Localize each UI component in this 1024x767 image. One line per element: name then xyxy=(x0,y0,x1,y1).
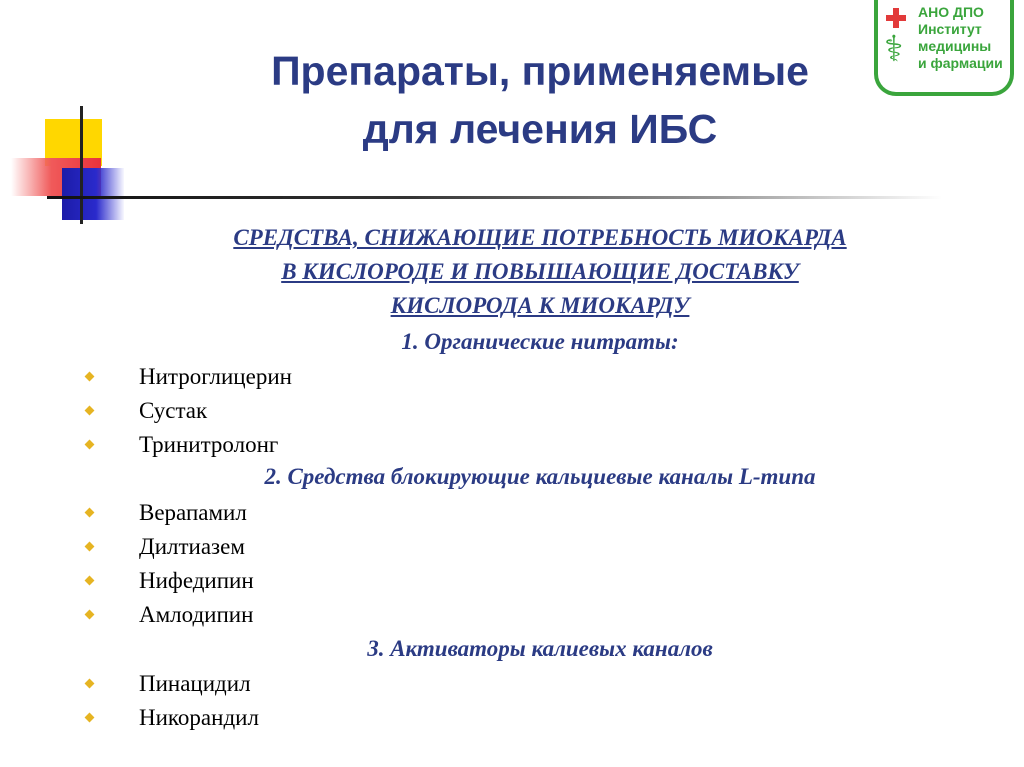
diamond-bullet-icon xyxy=(86,611,95,620)
main-heading-line: КИСЛОРОДА К МИОКАРДУ xyxy=(390,293,690,318)
drug-name: Дилтиазем xyxy=(139,534,245,559)
drug-name: Верапамил xyxy=(139,500,247,525)
decor-blue-square xyxy=(62,168,124,220)
drug-name: Никорандил xyxy=(139,705,259,730)
diamond-bullet-icon xyxy=(86,373,95,382)
slide-title-line: для лечения ИБС xyxy=(362,106,718,152)
diamond-bullet-icon xyxy=(86,509,95,518)
bowl-of-hygieia-icon: ⚕ xyxy=(884,29,904,70)
drug-name: Пинацидил xyxy=(139,671,251,696)
section-heading: 3. Активаторы калиевых каналов xyxy=(367,636,713,661)
drug-name: Сустак xyxy=(139,398,208,423)
diamond-bullet-icon xyxy=(86,441,95,450)
main-heading-line: В КИСЛОРОДЕ И ПОВЫШАЮЩИЕ ДОСТАВКУ xyxy=(281,259,799,284)
drug-name: Нифедипин xyxy=(139,568,254,593)
drug-name: Нитроглицерин xyxy=(139,364,292,389)
section-heading: 2. Средства блокирующие кальциевые каналы L-типа xyxy=(264,464,816,489)
logo-line: медицины xyxy=(918,38,992,54)
logo-line: АНО ДПО xyxy=(918,4,984,20)
drug-name: Тринитролонг xyxy=(139,432,279,457)
slide-title-line: Препараты, применяемые xyxy=(271,48,809,94)
decor-vertical-line xyxy=(80,106,83,224)
logo-line: и фармации xyxy=(918,55,1003,71)
title-underline-divider xyxy=(47,196,942,199)
diamond-bullet-icon xyxy=(86,714,95,723)
diamond-bullet-icon xyxy=(86,543,95,552)
diamond-bullet-icon xyxy=(86,680,95,689)
main-heading xyxy=(130,221,950,323)
main-heading-line: СРЕДСТВА, СНИЖАЮЩИЕ ПОТРЕБНОСТЬ МИОКАРДА xyxy=(233,225,847,250)
diamond-bullet-icon xyxy=(86,407,95,416)
logo-line: Институт xyxy=(918,21,982,37)
drug-name: Амлодипин xyxy=(139,602,254,627)
medical-cross-icon xyxy=(886,8,906,28)
logo-text xyxy=(918,4,1003,72)
slide-title xyxy=(180,42,900,158)
section-heading: 1. Органические нитраты: xyxy=(401,329,679,354)
diamond-bullet-icon xyxy=(86,577,95,586)
